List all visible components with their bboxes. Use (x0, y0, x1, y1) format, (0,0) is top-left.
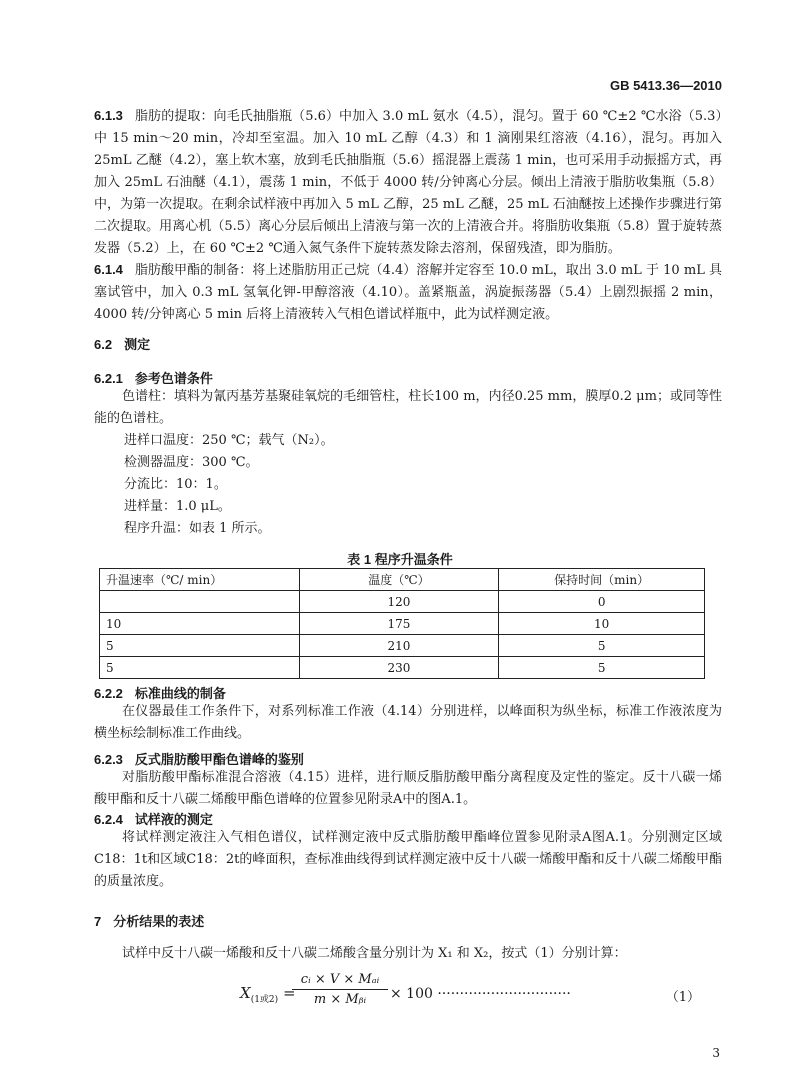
section-6-2-4-text: 将试样测定液注入气相色谱仪，试样测定液中反式脂肪酸甲酯峰位置参见附录A图A.1。分别测定区域C18：1t和区域C18：2t的峰面积，查标准曲线得到试样测定液中反十八碳一烯酸甲酯和反十八碳二烯酸甲酯的质量浓度。 (94, 830, 722, 889)
table-cell: 0 (499, 591, 705, 613)
section-6-1-3 (94, 105, 722, 260)
table-header-row (100, 569, 705, 591)
section-text: 脂肪酸甲酯的制备：将上述脂肪用正己烷（4.4）溶解并定容至 10.0 mL，取出 3.0 mL 于 10 mL 具塞试管中，加入 0.3 mL 氢氧化钾-甲醇溶液（4.10）。盖紧瓶盖，涡旋振荡器（5.4）上剧烈振摇 2 min，4000 转/分钟离心 5 min 后将上清液转入气相色谱试样瓶中，此为试样测定液。 (94, 263, 722, 322)
table-cell: 10 (100, 613, 300, 635)
table-cell: 120 (299, 591, 499, 613)
injection-volume: 进样量：1.0 μL。 (124, 499, 231, 514)
table-row (100, 591, 705, 613)
table-cell: 175 (299, 613, 499, 635)
formula-lhs: $X_{(1或2)}$ = (240, 984, 296, 1005)
formula-denominator: m × Mᵦᵢ (313, 992, 367, 1007)
section-text: 脂肪的提取：向毛氏抽脂瓶（5.6）中加入 3.0 mL 氨水（4.5），混匀。置于 60 ℃±2 ℃水浴（5.3）中 15 min～20 min，冷却至室温。加入 10 mL 乙醇（4.3）和 1 滴刚果红溶液（4.16），混匀。再加入 25mL 乙醚（4.2），塞上软木塞，放到毛氏抽脂瓶（5.6）摇混器上震荡 1 min，也可采用手动振摇方式，再加入 25mL 石油醚（4.1），震荡 1 min，不低于 4000 转/分钟离心分层。倾出上清液于脂肪收集瓶（5.8）中，为第一次提取。在剩余试样液中再加入 5 mL 乙醇，25 mL 乙醚，25 mL 石油醚按上述操作步骤进行第二次提取。用离心机（5.5）离心分层后倾出上清液与第一次的上清液合并。将脂肪收集瓶（5.8）置于旋转蒸发器（5.2）上，在 60 ℃±2 ℃通入氮气条件下旋转蒸发除去溶剂，保留残渣，即为脂肪。 (94, 109, 722, 256)
formula-numerator: cᵢ × V × Mₐᵢ (300, 972, 380, 987)
formula-multiplier: × 100 ······························ (390, 986, 571, 1002)
table-cell: 5 (499, 635, 705, 657)
table-cell: 5 (499, 657, 705, 679)
table-row (100, 657, 705, 679)
formula-1 (240, 972, 700, 1020)
table-row (100, 635, 705, 657)
split-ratio: 分流比：10：1。 (124, 477, 227, 492)
table-caption: 表 1 程序升温条件 (347, 552, 453, 567)
header-cell: 温度（℃） (299, 569, 499, 591)
chromatographic-column: 色谱柱：填料为氰丙基芳基聚硅氧烷的毛细管柱，柱长100 m，内径0.25 mm，膜厚0.2 μm；或同等性能的色谱柱。 (94, 389, 722, 426)
inlet-temperature: 进样口温度：250 ℃；载气（N₂）。 (124, 433, 334, 448)
temperature-program: 程序升温：如表 1 所示。 (124, 521, 271, 536)
section-6-2-2-heading: 6.2.2 标准曲线的制备 (94, 686, 226, 701)
table-cell: 10 (499, 613, 705, 635)
header-cell: 升温速率（℃/ min） (100, 569, 300, 591)
header-cell: 保持时间（min） (499, 569, 705, 591)
temperature-program-table (99, 568, 705, 679)
fraction-bar (292, 989, 388, 990)
detector-temperature: 检测器温度：300 ℃。 (124, 455, 259, 470)
equation-number: （1） (665, 990, 700, 1005)
page-number: 3 (712, 1046, 720, 1060)
table-cell: 5 (100, 657, 300, 679)
section-6-2-3-text: 对脂肪酸甲酯标准混合溶液（4.15）进样，进行顺反脂肪酸甲酯分离程度及定性的鉴定。反十八碳一烯酸甲酯和反十八碳二烯酸甲酯色谱峰的位置参见附录A中的图A.1。 (94, 770, 722, 807)
table-cell: 230 (299, 657, 499, 679)
standard-number: GB 5413.36—2010 (609, 78, 722, 93)
section-6-2-1-heading: 6.2.1 参考色谱条件 (94, 371, 213, 386)
table-cell: 210 (299, 635, 499, 657)
section-6-1-4 (94, 259, 722, 326)
section-number: 6.1.4 (94, 262, 123, 277)
formula-fraction (292, 972, 388, 1007)
section-7-heading: 7 分析结果的表述 (94, 914, 205, 929)
section-number: 6.1.3 (94, 108, 123, 123)
table-cell: 5 (100, 635, 300, 657)
section-6-2-heading: 6.2 测定 (94, 337, 151, 352)
section-6-2-4-heading: 6.2.4 试样液的测定 (94, 812, 213, 827)
section-6-2-3-heading: 6.2.3 反式脂肪酸甲酯色谱峰的鉴别 (94, 752, 304, 767)
table-row (100, 613, 705, 635)
section-7-text: 试样中反十八碳一烯酸和反十八碳二烯酸含量分别计为 X₁ 和 X₂，按式（1）分别计算： (122, 946, 627, 961)
table-cell (100, 591, 300, 613)
section-6-2-2-text: 在仪器最佳工作条件下，对系列标准工作液（4.14）分别进样，以峰面积为纵坐标，标准工作液浓度为横坐标绘制标准工作曲线。 (94, 704, 722, 741)
